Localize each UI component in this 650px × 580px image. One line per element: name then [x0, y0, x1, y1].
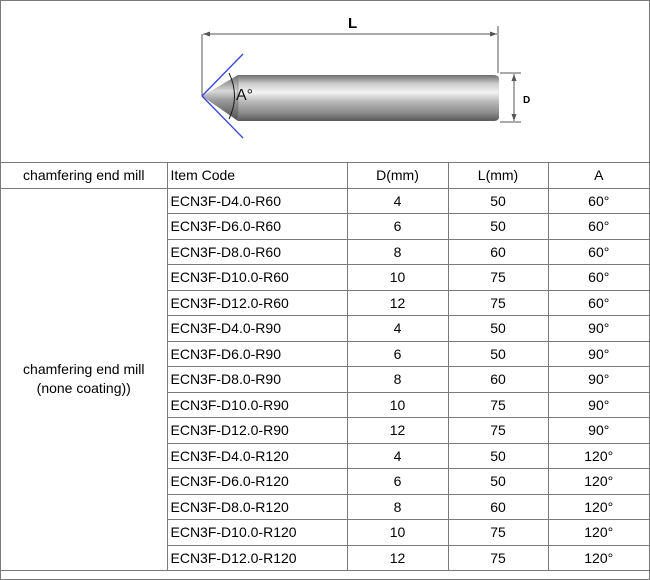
item-code-cell: ECN3F-D10.0-R90 [167, 392, 347, 418]
diameter-cell: 6 [347, 214, 448, 240]
end-mill-illustration [1, 1, 649, 162]
spec-table [1, 163, 649, 571]
item-code-cell: ECN3F-D12.0-R120 [167, 545, 347, 571]
series-group-label [1, 188, 167, 571]
length-cell: 50 [448, 316, 548, 342]
angle-cell: 60° [548, 290, 649, 316]
header-item-code: Item Code [167, 163, 347, 188]
length-cell: 50 [448, 214, 548, 240]
item-code-cell: ECN3F-D4.0-R90 [167, 316, 347, 342]
length-cell: 60 [448, 494, 548, 520]
item-code-cell: ECN3F-D8.0-R60 [167, 239, 347, 265]
spec-table-header [1, 163, 649, 188]
angle-label: A° [236, 87, 254, 104]
length-cell: 60 [448, 239, 548, 265]
angle-cell: 90° [548, 392, 649, 418]
diameter-cell: 12 [347, 418, 448, 444]
diameter-cell: 6 [347, 469, 448, 495]
diameter-cell: 6 [347, 341, 448, 367]
table-row [1, 188, 649, 214]
header-diameter: D(mm) [347, 163, 448, 188]
angle-cell: 60° [548, 239, 649, 265]
length-cell: 75 [448, 545, 548, 571]
item-code-cell: ECN3F-D6.0-R90 [167, 341, 347, 367]
diameter-label: D [523, 95, 531, 106]
diameter-cell: 4 [347, 188, 448, 214]
angle-cell: 90° [548, 316, 649, 342]
item-code-cell: ECN3F-D10.0-R60 [167, 265, 347, 291]
item-code-cell: ECN3F-D8.0-R120 [167, 494, 347, 520]
diameter-cell: 8 [347, 239, 448, 265]
length-cell: 50 [448, 469, 548, 495]
item-code-cell: ECN3F-D10.0-R120 [167, 520, 347, 546]
length-cell: 75 [448, 290, 548, 316]
tool-drawing [1, 1, 649, 163]
diameter-dimension [500, 73, 521, 122]
angle-cell: 120° [548, 469, 649, 495]
angle-cell: 60° [548, 188, 649, 214]
item-code-cell: ECN3F-D12.0-R60 [167, 290, 347, 316]
length-cell: 75 [448, 520, 548, 546]
angle-cell: 90° [548, 418, 649, 444]
header-length: L(mm) [448, 163, 548, 188]
header-series: chamfering end mill [1, 163, 167, 188]
series-group-line2: (none coating)) [36, 380, 131, 397]
item-code-cell: ECN3F-D6.0-R120 [167, 469, 347, 495]
header-row [1, 163, 649, 188]
diameter-cell: 8 [347, 367, 448, 393]
spec-table-body [1, 188, 649, 571]
length-cell: 75 [448, 265, 548, 291]
angle-cell: 90° [548, 341, 649, 367]
diameter-cell: 10 [347, 392, 448, 418]
item-code-cell: ECN3F-D4.0-R120 [167, 443, 347, 469]
header-angle: A [548, 163, 649, 188]
length-cell: 50 [448, 443, 548, 469]
length-cell: 75 [448, 392, 548, 418]
length-label: L [348, 15, 358, 32]
angle-cell: 60° [548, 214, 649, 240]
diameter-cell: 4 [347, 443, 448, 469]
series-group-line1: chamfering end mill [23, 361, 145, 378]
angle-cell: 90° [548, 367, 649, 393]
diameter-cell: 10 [347, 520, 448, 546]
diameter-cell: 12 [347, 290, 448, 316]
length-cell: 50 [448, 341, 548, 367]
angle-cell: 120° [548, 443, 649, 469]
diameter-cell: 10 [347, 265, 448, 291]
item-code-cell: ECN3F-D8.0-R90 [167, 367, 347, 393]
item-code-cell: ECN3F-D6.0-R60 [167, 214, 347, 240]
diameter-cell: 4 [347, 316, 448, 342]
item-code-cell: ECN3F-D4.0-R60 [167, 188, 347, 214]
length-cell: 60 [448, 367, 548, 393]
angle-cell: 120° [548, 520, 649, 546]
angle-cell: 120° [548, 494, 649, 520]
diameter-cell: 8 [347, 494, 448, 520]
angle-cell: 60° [548, 265, 649, 291]
length-cell: 75 [448, 418, 548, 444]
diameter-cell: 12 [347, 545, 448, 571]
item-code-cell: ECN3F-D12.0-R90 [167, 418, 347, 444]
angle-cell: 120° [548, 545, 649, 571]
length-cell: 50 [448, 188, 548, 214]
